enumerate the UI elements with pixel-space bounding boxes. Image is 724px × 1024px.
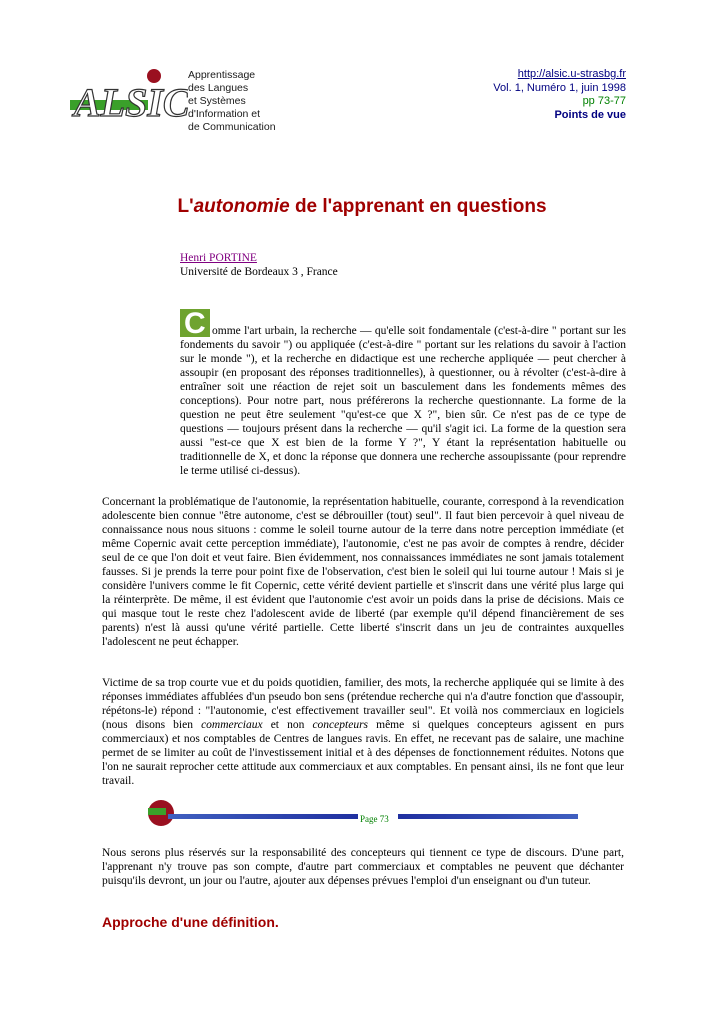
logo-wordmark: ALSIC (74, 80, 188, 125)
paragraph-3-text: Victime de sa trop courte vue et du poids quotidien, familier, des mots, la recherche appliquée qui se limite à des réponses immédiates affublées d'un pseudo bon sens (prétendue recherche qui n'a d'autre fonction que d'assoupir, répétons-le) répond : "l'autonomie, c'est effectivement travailler seul". Et voilà nos commerciaux en logiciels (nous disons bien (102, 677, 624, 731)
paragraph-4: Nous serons plus réservés sur la responsabilité des concepteurs qui tiennent ce type de discours. D'une part, l'apprenant n'y trouve pas son compte, d'autre part commerciaux et comptables ne peuvent que déchanter puisqu'ils devront, un jour ou l'autre, ajouter aux dépenses prévues l'emploi d'un enseignant ou d'un tuteur. (102, 847, 624, 887)
drop-cap-letter: C (184, 307, 206, 340)
journal-url-link[interactable]: http://alsic.u-strasbg.fr (517, 68, 626, 80)
paragraph-3-text: et non (262, 719, 313, 731)
section-heading: Approche d'une définition. (102, 914, 279, 930)
page-range: pp 73-77 (582, 95, 626, 107)
logo-line: des Langues (188, 82, 249, 94)
emphasis-concepteurs: concepteurs (312, 719, 369, 731)
page-number: Page 73 (360, 814, 389, 824)
separator-bar-right (398, 814, 578, 819)
section-label: Points de vue (554, 108, 626, 121)
author-link[interactable]: Henri PORTINE (180, 252, 257, 264)
alsic-logo-graphic (68, 64, 188, 136)
title-suffix: de l'apprenant en questions (289, 196, 547, 217)
paragraph-3-text: même si quelques concepteurs agissent en purs commerciaux) et nos comptables de Centres de langues ravis. En effet, ne recevant pas de salaire, une machine permet de se limiter au coût de l'investissement initial et à des dépenses de fonctionnement réduites. Notons que l'on ne saurait reprocher cette attitude aux commerciaux et aux comptables. En pensant ainsi, ils ne font que leur travail. (102, 719, 625, 787)
article-title (0, 196, 724, 218)
paragraph-3 (102, 676, 624, 788)
journal-header (493, 68, 626, 122)
paragraph-2: Concernant la problématique de l'autonomie, la représentation habituelle, courante, correspond à la revendication adolescente bien connue "être autonome, c'est se débrouiller (tout) seul". Il faut bien percevoir à quel niveau de connaissance nous nous situons : comme le soleil tourne autour de la terre dans notre perception immédiate (et même Copernic avait cette perception immédiate), l'autonomie, c'est ne pas avoir de comptes à rendre, décider seul de ce que l'on doit et veut faire. Bien évidemment, nos connaissances immédiates ne sont jamais totalement fausses. Si je prends la terre pour point fixe de l'observation, c'est bien le soleil qui lui tourne autour ! Mais si je considère l'univers comme le fit Copernic, cette vérité devient partielle et s'inscrit dans une vérité plus large qui la réinterprète. De même, il est évident que l'autonomie c'est avoir un poids dans la prise de décisions. Mais ce qui masque tout le reste chez l'adolescent avide de liberté (par exemple qu'il dépend financièrement de ses parents) n'est là aussi qu'une vérité partielle. Cette liberté s'inscrit dans un jeu de contraintes auxquelles l'adolescent ne peut échapper. (102, 496, 624, 648)
author-block (180, 251, 338, 279)
title-emphasis: autonomie (193, 196, 290, 217)
title-prefix: L' (177, 196, 194, 217)
page-ball-icon (146, 798, 176, 828)
logo-caption (188, 69, 276, 134)
author-affiliation: Université de Bordeaux 3 , France (180, 266, 338, 278)
emphasis-commerciaux: commerciaux (201, 719, 263, 731)
separator-bar-left (168, 814, 358, 819)
paragraph-intro: omme l'art urbain, la recherche — qu'elle soit fondamentale (c'est-à-dire " portant sur les fondements du savoir ") ou appliquée (c'est-à-dire " portant sur les relations du savoir à l'action sur le monde "), et la recherche en didactique est une recherche appliquée — peut chercher à assoupir (en proposant des réponses traditionnelles), à questionner, ou à révolter (c'est-à-dire à entraîner soit une réaction de rejet soit un basculement dans les fondements mêmes des conceptions). Pour notre part, nous préférerons la recherche questionnante. La forme de la question ne peut être seulement "qu'est-ce que X ?", bien sûr. Ce n'est pas de ce type de questions — toujours présent dans la recherche — qu'il s'agit ici. La forme de la question sera aussi "est-ce que X est bien de la forme Y ?", Y étant la représentation habituelle ou traditionnelle de X, et donc la réponse que donnera une recherche assoupissante (pour reprendre le terme utilisé ci-dessus). (180, 325, 626, 477)
logo-line: et Systèmes (188, 95, 246, 107)
alsic-logo (68, 64, 288, 136)
page-separator (146, 798, 586, 828)
logo-line: d'Information et (188, 108, 261, 120)
logo-line: de Communication (188, 121, 276, 133)
logo-line: Apprentissage (188, 69, 256, 81)
volume-info: Vol. 1, Numéro 1, juin 1998 (493, 81, 626, 94)
